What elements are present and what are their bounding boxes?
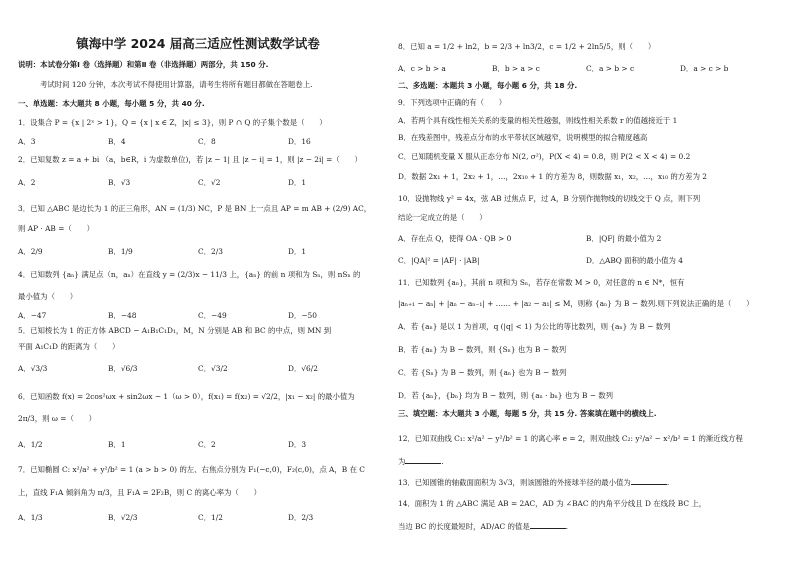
option-d: D．1 [288,178,307,187]
option-d: D．3 [288,440,307,449]
question-6-options [18,440,378,449]
question-11-option-c: C．若 {Sₙ} 为 B − 数列，则 {aₙ} 也为 B − 数列 [398,368,567,377]
option-d: D．−50 [288,311,317,320]
question-14-label: 当边 BC 的长度最短时，AD/AC 的值是 [398,522,530,531]
option-b: B．b > a > c [492,64,540,73]
question-9: 9．下列选项中正确的有（ ） [398,98,507,107]
option-b: B．4 [108,137,126,146]
question-14-line-1: 14．面积为 1 的 △ABC 满足 AB = 2AC，AD 为 ∠BAC 的内角平分线且 D 在线段 BC 上， [398,499,707,508]
option-b: B．√2/3 [108,513,138,522]
question-4-line-2: 最小值为（ ） [18,292,78,301]
question-10-line-1: 10．设抛物线 y² = 4x，弦 AB 过焦点 F，过 A，B 分别作抛物线的切线交于 Q 点，则下列 [398,194,701,203]
option-d: D．△ABQ 面积的最小值为 4 [586,256,683,265]
question-9-option-b: B．在残差图中，残差点分布的水平带状区域越窄，说明模型的拟合精度越高 [398,133,648,142]
option-c: C．√2 [198,178,221,187]
option-c: C．√3/2 [198,364,228,373]
question-4-options [18,311,378,320]
option-c: C．a > b > c [586,64,635,73]
question-5-options [18,364,378,373]
option-d: D．1 [288,247,307,256]
question-5-line-2: 平面 A₁C₁D 的距离为（ ） [18,342,120,351]
section-3-heading: 三、填空题：本大题共 3 小题，每题 5 分，共 15 分. 答案填在题中的横线上. [398,409,657,418]
option-a: A．c > b > a [398,64,446,73]
question-12-line-1: 12．已知双曲线 C₁: x²/a² − y²/b² = 1 的离心率 e = 2，则双曲线 C₂: y²/a² − x²/b² = 1 的渐近线方程 [398,434,743,443]
question-12-line-2: 为 . [398,457,444,466]
option-d: D．16 [288,137,311,146]
option-c: C．2/3 [198,247,223,256]
section-2-heading: 二、多选题：本题共 3 小题，每小题 6 分，共 18 分. [398,81,578,90]
question-6-line-1: 6．已知函数 f(x) = 2cos²ωx + sin2ωx − 1（ω > 0），f(x₁) = f(x₂) = √2/2，|x₁ − x₂| 的最小值为 [18,392,355,401]
question-9-option-a: A．若两个具有线性相关关系的变量的相关性越强，则线性相关系数 r 的值越接近于 1 [398,116,678,125]
question-8-options [398,64,774,73]
option-a: A．√3/3 [18,364,48,373]
option-a: A．2 [18,178,36,187]
option-a: A．存在点 Q，使得 OA · QB > 0 [398,234,512,243]
option-b: B．1/9 [108,247,133,256]
option-a: A．1/2 [18,440,43,449]
answer-blank [631,477,667,485]
option-a: A．−47 [18,311,47,320]
question-1-options [18,137,378,146]
section-1-heading: 一、单选题：本大题共 8 小题，每小题 5 分，共 40 分. [18,99,205,108]
question-2-options [18,178,378,187]
option-a: A．3 [18,137,36,146]
option-b: B．√6/3 [108,364,138,373]
question-11-line-2: |aₙ₊₁ − aₙ| + |aₙ − aₙ₋₁| + …… + |a₂ − a₁| ≤ M，则称 {aₙ} 为 B − 数列.则下列说法正确的是（ ） [398,299,754,308]
question-10-options-row-2 [398,256,774,265]
question-14-line-2: 当边 BC 的长度最短时，AD/AC 的值是 . [398,522,569,531]
option-b: B．1 [108,440,126,449]
question-10-options-row-1 [398,234,774,243]
left-column [18,0,378,561]
option-b: B．√3 [108,178,131,187]
question-1: 1．设集合 P = {x | 2ˣ > 1}，Q = {x | x ∈ Z，|x| ≤ 3}，则 P ∩ Q 的子集个数是（ ） [18,118,327,127]
right-column [398,0,774,561]
question-10-line-2: 结论一定成立的是（ ） [398,213,487,222]
question-12-label: 为 [398,457,406,466]
question-9-option-c: C．已知随机变量 X 服从正态分布 N(2, σ²)，P(X < 4) = 0.8，则 P(2 < X < 4) = 0.2 [398,152,691,161]
option-a: A．2/9 [18,247,43,256]
question-5-line-1: 5．已知棱长为 1 的正方体 ABCD − A₁B₁C₁D₁，M，N 分别是 AB 和 BC 的中点，则 MN 到 [18,326,332,335]
intro-line-2: 考试时间 120 分钟，本次考试不得使用计算器，请考生将所有题目都做在答题卷上. [40,80,313,89]
exam-title: 镇海中学 2024 届高三适应性测试数学试卷 [76,36,320,51]
question-3-line-1: 3．已知 △ABC 是边长为 1 的正三角形，AN = (1/3) NC，P 是 BN 上一点且 AP = m AB + (2/9) AC， [18,204,372,213]
question-2: 2．已知复数 z = a + bi （a，b∈R，i 为虚数单位)，若 |z − 1| 且 |z − i| = 1，则 |z − 2i| =（ ） [18,155,362,164]
option-c: C．|QA|² = |AF| · |AB| [398,256,480,265]
question-7-line-2: 上，直线 F₁A 倾斜角为 π/3，且 F₁A = 2F₂B，则 C 的离心率为（ ） [18,488,261,497]
option-b: B．|QF| 的最小值为 2 [586,234,662,243]
answer-blank [530,521,566,529]
option-b: B．−48 [108,311,137,320]
intro-line-1: 说明：本试卷分第Ⅰ 卷（选择题）和第Ⅱ 卷（非选择题）两部分，共 150 分. [18,60,269,69]
question-11-option-d: D．若 {aₙ}，{bₙ} 均为 B − 数列，则 {aₙ · bₙ} 也为 B − 数列 [398,391,614,400]
question-6-line-2: 2π/3，则 ω =（ ） [18,414,97,423]
question-13-label: 13．已知圆锥的轴截面面积为 3√3，则该圆锥的外接球半径的最小值为 [398,478,631,487]
question-3-options [18,247,378,256]
question-4-line-1: 4．已知数列 {aₙ} 满足点（n，aₙ）在直线 y = (2/3)x − 11/3 上，{aₙ} 的前 n 项和为 Sₙ，则 nSₙ 的 [18,270,361,279]
option-d: D．a > c > b [680,64,729,73]
question-11-line-1: 11．已知数列 {aₙ}，其前 n 项和为 Sₙ，若存在常数 M > 0，对任意的 n ∈ N*，恒有 [398,278,685,287]
option-c: C．−49 [198,311,227,320]
option-d: D．2/3 [288,513,314,522]
option-c: C．1/2 [198,513,223,522]
question-8: 8．已知 a = 1/2 + ln2，b = 2/3 + ln3/2，c = 1/2 + 2ln5/5，则（ ） [398,42,656,51]
option-c: C．8 [198,137,216,146]
question-7-options [18,513,378,522]
question-11-option-a: A．若 {aₙ} 是以 1 为首项，q (|q| < 1) 为公比的等比数列，则 {aₙ} 为 B − 数列 [398,322,671,331]
question-9-option-d: D．数据 2x₁ + 1，2x₂ + 1，…，2x₁₀ + 1 的方差为 8，则数据 x₁，x₂，…，x₁₀ 的方差为 2 [398,172,708,181]
option-c: C．2 [198,440,216,449]
answer-blank [405,456,441,464]
question-7-line-1: 7．已知椭圆 C: x²/a² + y²/b² = 1 (a > b > 0) 的左、右焦点分别为 F₁(−c,0)，F₂(c,0)，点 A，B 在 C [18,465,365,474]
question-13: 13．已知圆锥的轴截面面积为 3√3，则该圆锥的外接球半径的最小值为 . [398,478,670,487]
option-a: A．1/3 [18,513,43,522]
question-3-line-2: 则 AP · AB =（ ） [18,224,94,233]
option-d: D．√6/2 [288,364,318,373]
question-11-option-b: B．若 {aₙ} 为 B − 数列，则 {Sₙ} 也为 B − 数列 [398,345,567,354]
